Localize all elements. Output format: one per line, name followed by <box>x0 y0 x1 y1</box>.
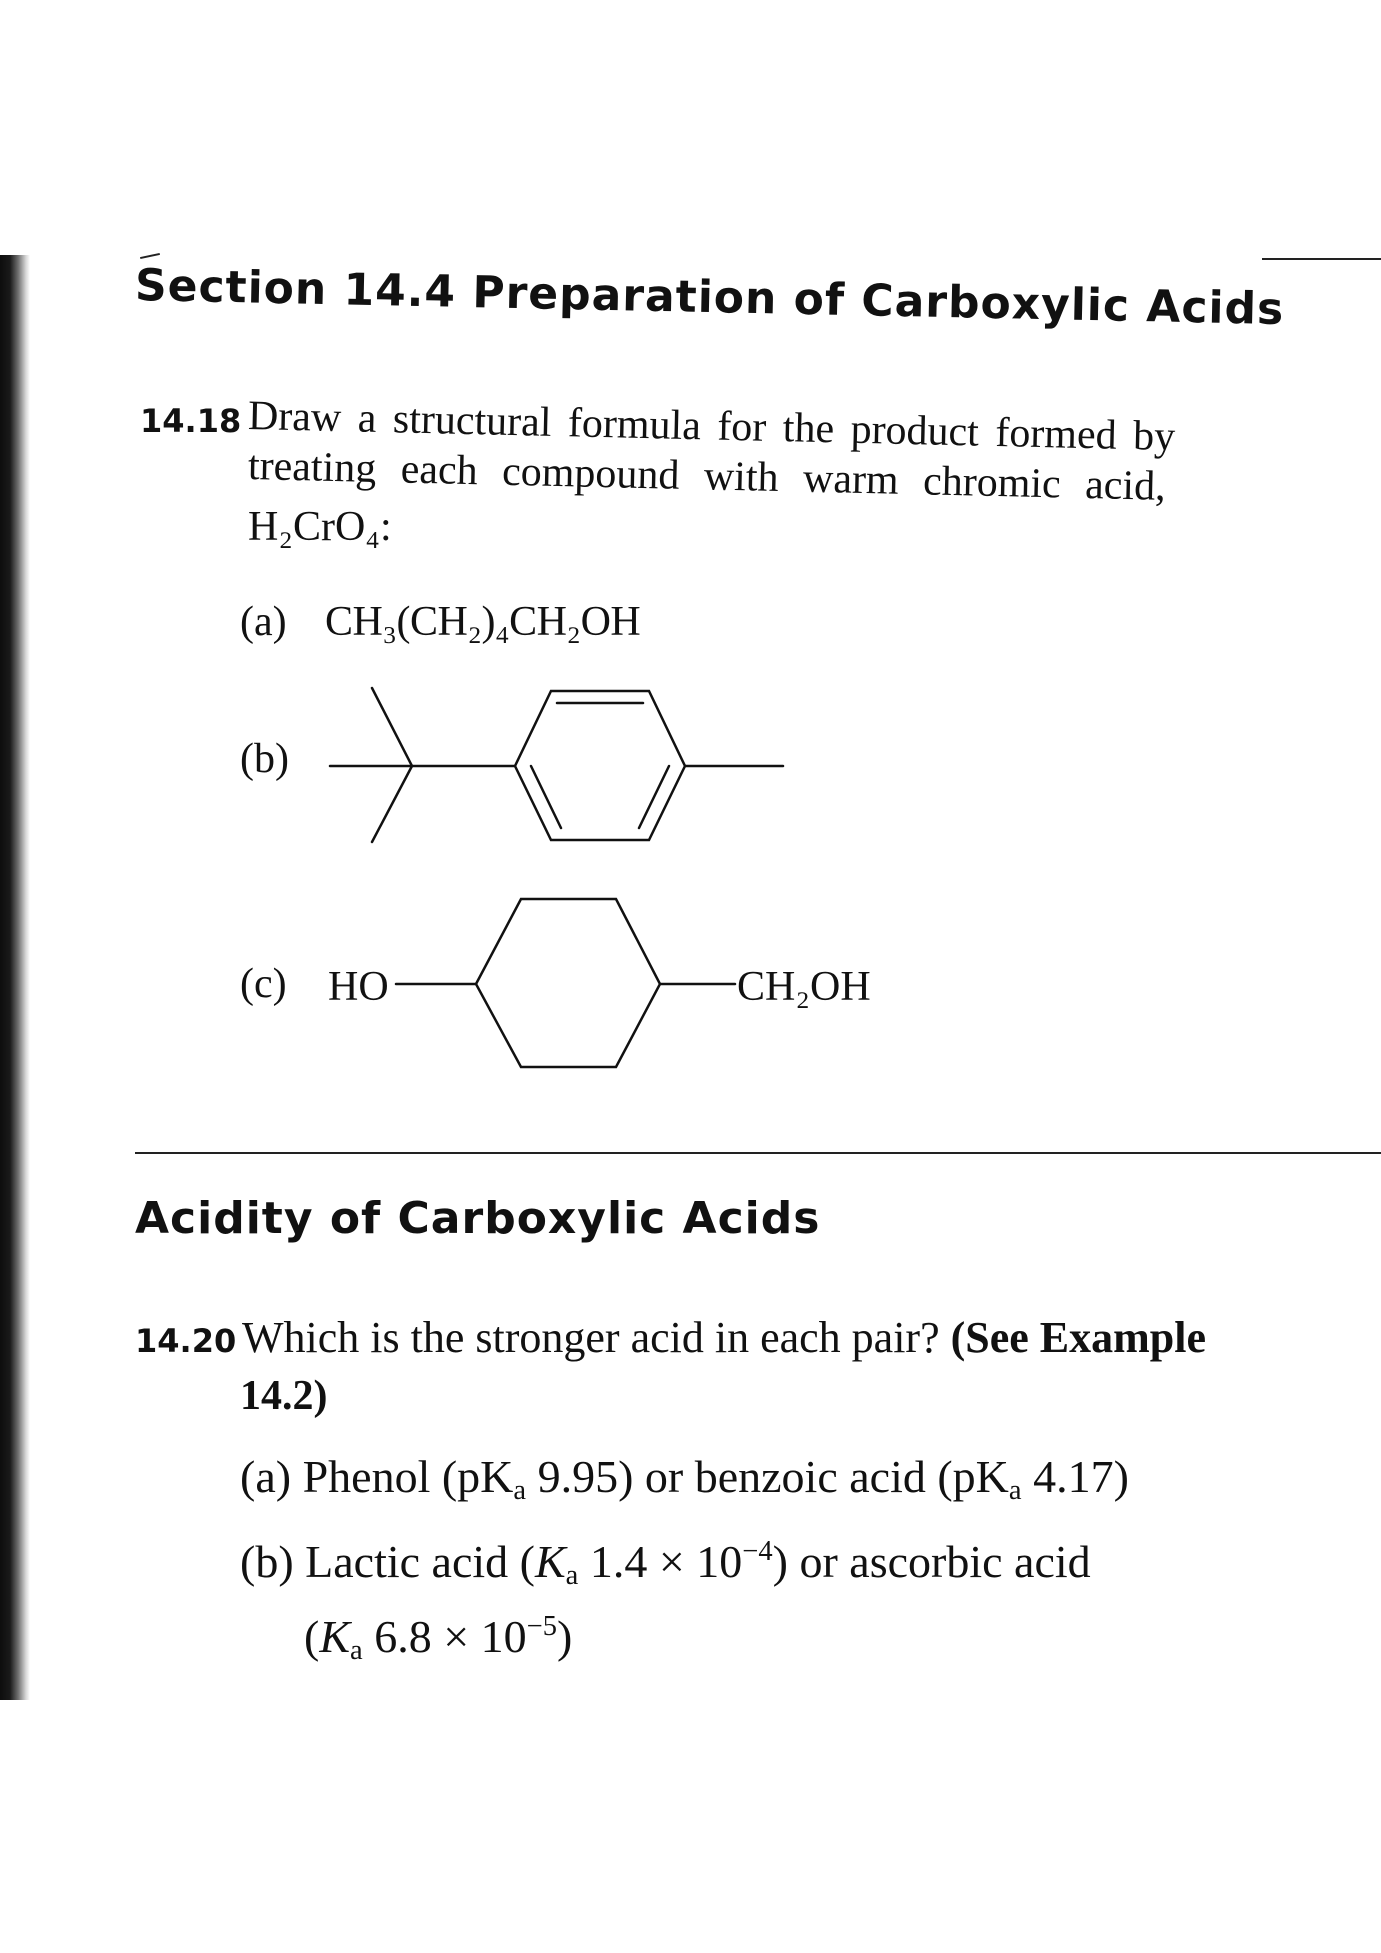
subscript: a <box>513 1475 527 1507</box>
part-a-text: Phenol (pK <box>302 1451 514 1502</box>
group-left: HO <box>328 964 389 1010</box>
exponent: −5 <box>526 1610 557 1642</box>
ka-symbol: K <box>534 1536 566 1587</box>
part-b-line <box>240 1535 1091 1592</box>
part-label: (a) <box>240 1451 292 1502</box>
part-b-continuation <box>304 1610 572 1667</box>
problem-text-line: Draw a structural formula for the product formed by <box>247 393 1176 461</box>
reagent-formula: H₂CrO₄: <box>248 504 392 550</box>
section-title-preparation: Section 14.4 Preparation of Carboxylic Acids <box>134 260 1285 336</box>
problem-text-line <box>242 1312 1206 1363</box>
cyclohexane-ring <box>476 899 660 1067</box>
pka-phenol: 9.95) or benzoic acid (pK <box>526 1451 1009 1502</box>
example-reference: (See Example <box>950 1313 1207 1362</box>
problem-number: 14.18 <box>140 402 242 440</box>
subscript: a <box>350 1635 363 1667</box>
section-divider <box>135 1152 1381 1154</box>
part-label: (b) <box>240 736 289 782</box>
part-a-line <box>240 1450 1129 1507</box>
problem-number: 14.20 <box>135 1322 237 1360</box>
ka-ascorbic: 6.8 × 10 <box>362 1611 527 1662</box>
formula-part-a: CH₃(CH₂)₄CH₂OH <box>325 599 641 645</box>
group-right: CH₂OH <box>737 964 871 1010</box>
subscript: a <box>565 1560 579 1592</box>
pka-benzoic: 4.17) <box>1021 1451 1129 1502</box>
problem-text-line: treating each compound with warm chromic acid, <box>247 443 1167 510</box>
example-reference: 14.2) <box>240 1373 328 1419</box>
subscript: a <box>1008 1475 1022 1507</box>
question-text: Which is the stronger acid in each pair? <box>242 1313 940 1362</box>
part-b-text: ) or ascorbic acid <box>772 1536 1091 1587</box>
part-b-text: Lactic acid ( <box>305 1536 535 1587</box>
exponent: −4 <box>742 1535 773 1567</box>
paren: ) <box>556 1611 573 1662</box>
ka-lactic: 1.4 × 10 <box>578 1536 743 1587</box>
part-label: (a) <box>240 599 287 645</box>
paren: ( <box>304 1611 320 1662</box>
ka-symbol: K <box>319 1611 351 1662</box>
part-label: (c) <box>240 961 287 1007</box>
section-title-acidity: Acidity of Carboxylic Acids <box>135 1193 821 1244</box>
part-label: (b) <box>240 1536 294 1587</box>
